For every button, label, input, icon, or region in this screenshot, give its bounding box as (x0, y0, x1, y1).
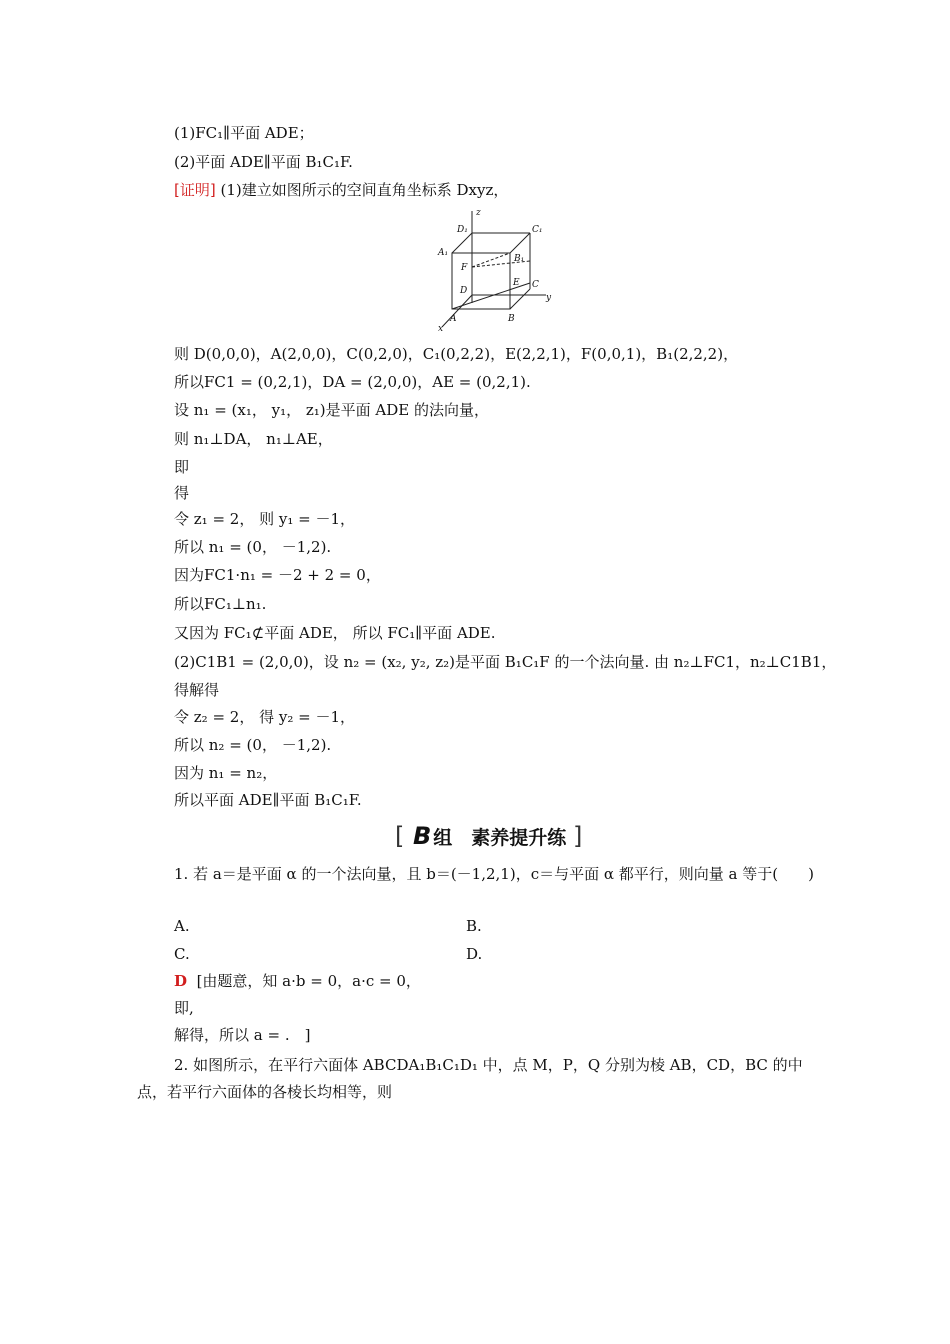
n1-equals-n2: 因为 n₁ = n₂， (174, 764, 278, 782)
part1-conclusion: 又因为 FC₁⊄平面 ADE， 所以 FC₁∥平面 ADE. (174, 624, 496, 642)
dot-product: 因为FC1·n₁ = －2 + 2 = 0， (174, 566, 381, 584)
label-C: C (532, 280, 539, 290)
proof-tag: [证明] (174, 181, 216, 199)
label-E: E (513, 278, 520, 288)
solve-line: 得解得 (174, 681, 220, 699)
question-1-stem: 1. 若 a＝是平面 α 的一个法向量，且 b＝(－1,2,1)，c＝与平面 α 都平行，则向量 a 等于( ) (174, 865, 814, 883)
dashed-FB1 (472, 253, 510, 267)
label-z: z (476, 208, 481, 218)
label-D: D (460, 286, 468, 296)
option-a: A. (174, 917, 190, 935)
label-C1: C₁ (532, 225, 543, 235)
vectors-line: 所以FC1 = (0,2,1)，DA = (2,0,0)，AE = (0,2,1). (174, 373, 531, 391)
normal-n1-def: 设 n₁ = (x₁， y₁， z₁)是平面 ADE 的法向量， (174, 401, 490, 419)
de-line: 得 (174, 484, 190, 502)
label-x: x (438, 324, 444, 334)
bracket-left: [ (395, 822, 405, 850)
q1-solution-ji: 即, (174, 999, 194, 1017)
group-letter: B (413, 822, 432, 850)
proof-intro-text: (1)建立如图所示的空间直角坐标系 Dxyz， (220, 181, 509, 199)
edge-BC (510, 289, 530, 309)
q1-solution-text: [由题意，知 a·b = 0，a·c = 0， (196, 972, 421, 990)
label-B1: B₁ (514, 254, 525, 264)
section-title: 组 素养提升练 (433, 827, 567, 849)
option-c: C. (174, 945, 190, 963)
label-B: B (508, 314, 515, 324)
answer-letter: D (174, 972, 188, 990)
proof-intro (174, 180, 508, 200)
label-F: F (461, 263, 468, 273)
label-y: y (546, 293, 552, 303)
q1-solution (174, 971, 421, 991)
part2-setup: (2)C1B1 = (2,0,0)，设 n₂ = (x₂, y₂, z₂)是平面 B₁C₁F 的一个法向量. 由 n₂⊥FC1，n₂⊥C1B1， (174, 653, 837, 671)
question-2-stem: 2. 如图所示，在平行六面体 ABCDA₁B₁C₁D₁ 中，点 M，P，Q 分别为棱 AB，CD，BC 的中点，若平行六面体的各棱长均相等，则 (137, 1056, 803, 1101)
n2-result: 所以 n₂ = (0， －1,2). (174, 736, 332, 754)
fc1-perp-n1: 所以FC₁⊥n₁. (174, 595, 267, 613)
n1-result: 所以 n₁ = (0， －1,2). (174, 538, 332, 556)
cube-figure (434, 203, 564, 335)
part-2-statement: (2)平面 ADE∥平面 B₁C₁F. (174, 153, 353, 171)
x-axis (442, 295, 472, 327)
section-header (395, 822, 582, 850)
label-D1: D₁ (457, 225, 468, 235)
front-face (452, 253, 510, 309)
edge-A1D1 (452, 233, 472, 253)
part2-conclusion: 所以平面 ADE∥平面 B₁C₁F. (174, 791, 362, 809)
edge-B1C1 (510, 233, 530, 253)
option-b: B. (466, 917, 482, 935)
q1-solution-final: 解得，所以 a = . ] (174, 1026, 311, 1044)
let-z1: 令 z₁ = 2， 则 y₁ = －1， (174, 510, 356, 528)
perp-conditions: 则 n₁⊥DA， n₁⊥AE， (174, 430, 333, 448)
label-A: A (450, 314, 457, 324)
let-z2: 令 z₂ = 2， 得 y₂ = －1， (174, 708, 356, 726)
coordinates-line: 则 D(0,0,0)，A(2,0,0)，C(0,2,0)，C₁(0,2,2)，E(2,2,1)，F(0,0,1)，B₁(2,2,2)， (174, 345, 739, 363)
part-1-statement: (1)FC₁∥平面 ADE； (174, 124, 314, 142)
label-A1: A₁ (438, 248, 449, 258)
option-d: D. (466, 945, 483, 963)
ji-line: 即 (174, 458, 190, 476)
bracket-right: ] (572, 822, 583, 850)
